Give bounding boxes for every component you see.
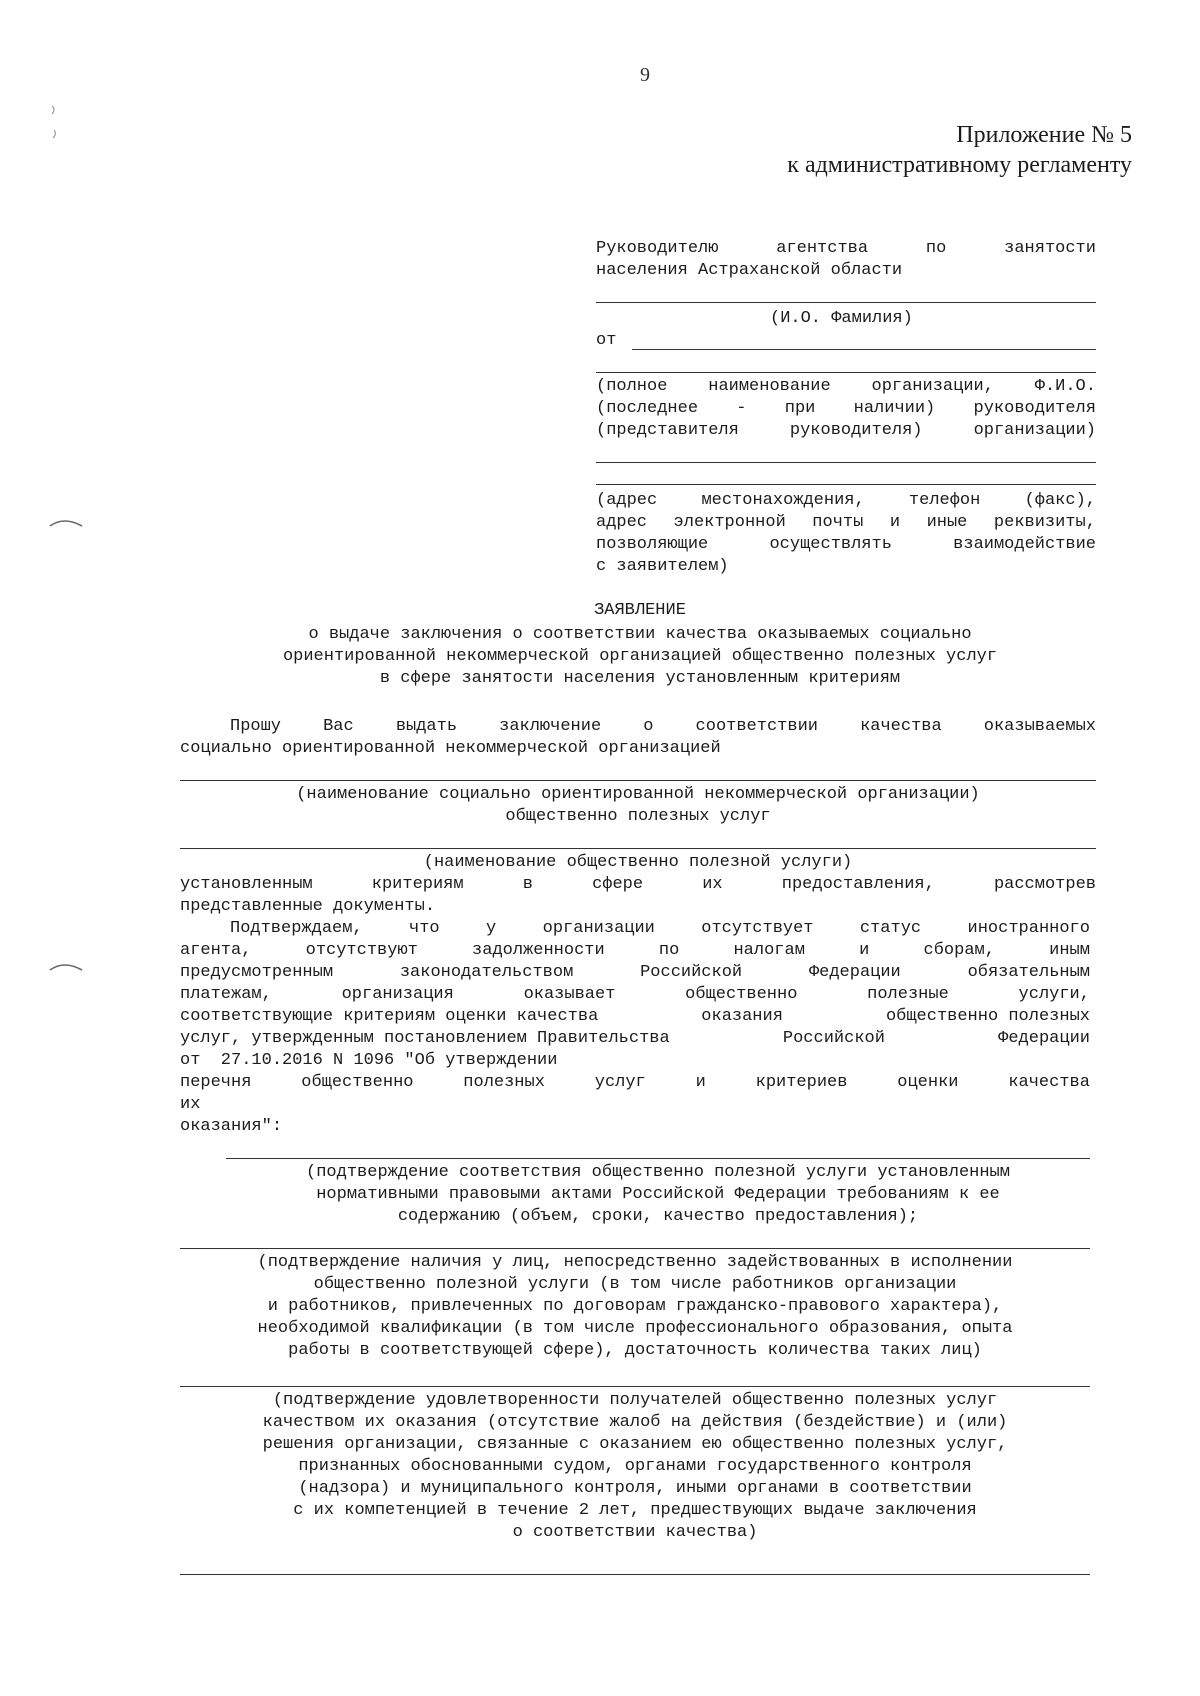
satisfaction-caption-2: качеством их оказания (отсутствие жалоб на действия (бездействие) и (или) [262, 1413, 1008, 1432]
fill-line-name [596, 302, 1096, 303]
statement-subtitle-1: о выдаче заключения о соответствии качества оказываемых социально [308, 625, 972, 644]
satisfaction-caption-4: признанных обоснованными судом, органами государственного контроля [298, 1457, 972, 1476]
staff-caption-2: общественно полезной услуги (в том числе работников организации [313, 1275, 957, 1294]
compliance-caption-2: нормативными правовыми актами Российской Федерации требованиям к ее [316, 1185, 1000, 1204]
confirm-line-4: платежам, организация оказывает общественно полезные услуги, [180, 985, 1090, 1004]
from-label: от [596, 331, 617, 350]
fill-line-service-name [180, 848, 1096, 849]
appendix-reference: к административному регламенту [787, 152, 1132, 178]
confirm-line-2: агента, отсутствуют задолженности по налогам и сборам, иным [180, 941, 1090, 960]
satisfaction-caption-6: с их компетенцией в течение 2 лет, предшествующих выдаче заключения [293, 1501, 977, 1520]
confirm-line-5: соответствующие критериям оценки качества оказания общественно полезных [180, 1007, 1090, 1026]
contacts-caption-line-4: с заявителем) [596, 557, 729, 576]
fill-line-bottom [180, 1574, 1090, 1575]
statement-subtitle-3: в сфере занятости населения установленным критериям [379, 669, 901, 688]
confirm-line-3: предусмотренным законодательством Российской Федерации обязательным [180, 963, 1090, 982]
statement-title: ЗАЯВЛЕНИЕ [594, 601, 686, 620]
contacts-caption-line-2: адрес электронной почты и иные реквизиты, [596, 513, 1096, 532]
request-line-2: социально ориентированной некоммерческой организацией [180, 739, 721, 758]
statement-subtitle-2: ориентированной некоммерческой организацией общественно полезных услуг [282, 647, 998, 666]
addressee-line-1: Руководителю агентства по занятости [596, 239, 1096, 258]
scan-mark [48, 512, 88, 532]
org-name-caption: (наименование социально ориентированной некоммерческой организации) [296, 785, 980, 804]
org-caption-line-2: (последнее - при наличии) руководителя [596, 399, 1096, 418]
contacts-caption-line-1: (адрес местонахождения, телефон (факс), [596, 491, 1096, 510]
contacts-caption-line-3: позволяющие осуществлять взаимодействие [596, 535, 1096, 554]
org-caption-line-3: (представителя руководителя) организации) [596, 421, 1096, 440]
fill-line-org [596, 372, 1096, 373]
confirm-line-6: услуг, утвержденным постановлением Правительства Российской Федерации [180, 1029, 1090, 1048]
staff-caption-1: (подтверждение наличия у лиц, непосредственно задействованных в исполнении [257, 1253, 1013, 1272]
satisfaction-caption-5: (надзора) и муниципального контроля, иными органами в соответствии [298, 1479, 972, 1498]
fill-line-staff [180, 1248, 1090, 1249]
satisfaction-caption-3: решения организации, связанные с оказанием ею общественно полезных услуг, [262, 1435, 1008, 1454]
addressee-line-2: населения Астраханской области [596, 261, 903, 280]
page-number: 9 [640, 64, 650, 86]
compliance-caption-1: (подтверждение соответствия общественно полезной услуги установленным [306, 1163, 1010, 1182]
fill-line-compliance [226, 1158, 1090, 1159]
satisfaction-caption-1: (подтверждение удовлетворенности получателей общественно полезных услуг [272, 1391, 998, 1410]
fill-line-address-1 [596, 462, 1096, 463]
criteria-line-1: установленным критериям в сфере их предоставления, рассмотрев [180, 875, 1096, 894]
staff-caption-4: необходимой квалификации (в том числе профессионального образования, опыта [257, 1319, 1013, 1338]
fill-line-org-name [180, 780, 1096, 781]
confirm-line-7: от 27.10.2016 N 1096 "Об утверждении [180, 1051, 558, 1070]
fill-line-satisfaction [180, 1386, 1090, 1387]
confirm-line-1: Подтверждаем, что у организации отсутствует статус иностранного [230, 919, 1090, 938]
compliance-caption-3: содержанию (объем, сроки, качество предоставления); [397, 1207, 919, 1226]
criteria-line-2: представленные документы. [180, 897, 436, 916]
satisfaction-caption-7: о соответствии качества) [512, 1523, 758, 1542]
staff-caption-5: работы в соответствующей сфере), достаточность количества таких лиц) [288, 1341, 982, 1360]
request-line-1: Прошу Вас выдать заключение о соответствии качества оказываемых [230, 717, 1096, 736]
services-label: общественно полезных услуг [505, 807, 771, 826]
fill-line-address-2 [596, 484, 1096, 485]
scan-mark [40, 100, 70, 160]
name-caption: (И.О. Фамилия) [770, 309, 913, 328]
service-name-caption: (наименование общественно полезной услуги) [423, 853, 853, 872]
org-caption-line-1: (полное наименование организации, Ф.И.О. [596, 377, 1096, 396]
confirm-line-9: их [180, 1095, 201, 1114]
confirm-line-8: перечня общественно полезных услуг и критериев оценки качества [180, 1073, 1090, 1092]
staff-caption-3: и работников, привлеченных по договорам гражданско-правового характера), [267, 1297, 1003, 1316]
appendix-number: Приложение № 5 [956, 122, 1132, 148]
fill-line-from [632, 349, 1096, 350]
scan-mark [48, 956, 88, 976]
confirm-line-10: оказания": [180, 1117, 283, 1136]
